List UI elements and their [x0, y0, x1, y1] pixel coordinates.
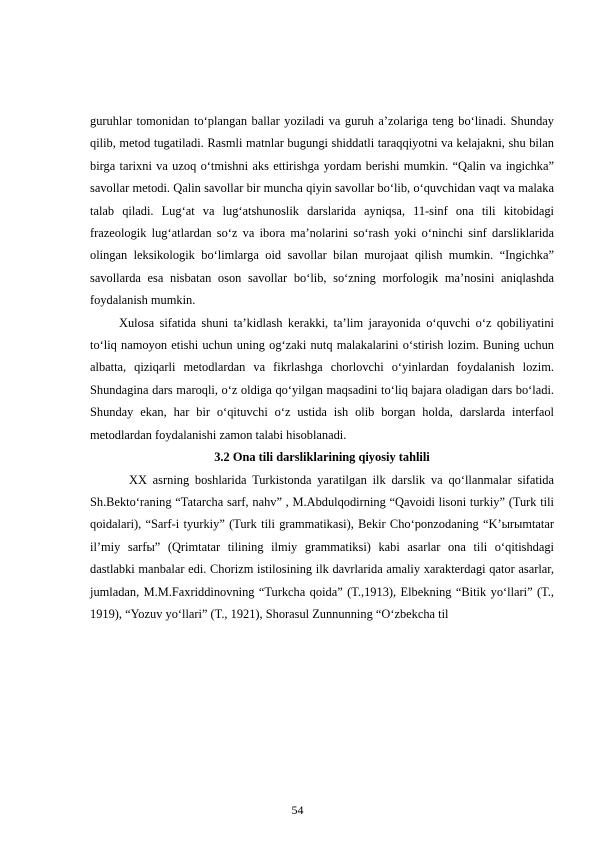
document-page: [90, 110, 554, 625]
body-paragraph: Xulosa sifatida shuni ta’kidlash kerakki, ta’lim jarayonida o‘quvchi o‘z qobiliyatini to‘liq namoyon etishi uchun uning og‘zaki nutq malakalarini o‘stirish lozim. Buning uchun albatta, qiziqarli metodlardan va fikrlashga chorlovchi o‘yinlardan foydalanish lozim. Shundagina dars maroqli, o‘z oldiga qo‘yilgan maqsadini to‘liq bajara oladigan dars bo‘ladi. Shunday ekan, har bir o‘qituvchi o‘z ustida ish olib borgan holda, darslarda interfaol metodlardan foydalanishi zamon talabi hisoblanadi.: [90, 315, 554, 442]
section-paragraph: XX asrning boshlarida Turkistonda yaratilgan ilk darslik va qo‘llanmalar sifatida Sh.Bekto‘raning “Tatarcha sarf, nahv” , M.Abdulqodirning “Qavoidi lisoni turkiy” (Turk tili qoidalari), “Sarf-i tyurkiy” (Turk tili grammatikasi), Bekir Cho‘ponzodaning “K’ыrыmtatar il’miy sarfы” (Qrimtatar tilining ilmiy grammatiksi) kabi asarlar ona tili o‘qitishdagi dastlabki manbalar edi. Chorizm istilosining ilk davrlarida amaliy xarakterdagi qator asarlar, jumladan, M.M.Faxriddinovning “Turkcha qoida” (T.,1913), Elbekning “Bitik yo‘llari” (T., 1919), “Yozuv yo‘llari” (T., 1921), Shorasul Zunnunning “O‘zbekcha til: [90, 472, 554, 621]
page-number: 54: [291, 803, 304, 817]
section-heading: 3.2 Ona tili darsliklarining qiyosiy tahlili: [214, 450, 430, 465]
body-paragraph: guruhlar tomonidan to‘plangan ballar yoziladi va guruh a’zolariga teng bo‘linadi. Shunday qilib, metod tugatiladi. Rasmli matnlar bugungi shiddatli taraqqiyotni va kelajakni, shu bilan birga tarixni va uzoq o‘tmishni aks ettirishga yordam berishi mumkin. “Qalin va ingichka” savollar metodi. Qalin savollar bir muncha qiyin savollar bo‘lib, o‘quvchidan vaqt va malaka talab qiladi. Lug‘at va lug‘atshunoslik darslarida ayniqsa, 11-sinf ona tili kitobidagi frazeologik lug‘atlardan so‘z va ibora ma’nolarini so‘rash yoki o‘ninchi sinf darsliklarida olingan leksikologik bo‘limlarga oid savollar bilan murojaat qilish mumkin. “Ingichka” savollarda esa nisbatan oson savollar bo‘lib, so‘zning morfologik ma’nosini aniqlashda foydalanish mumkin.: [90, 114, 554, 308]
